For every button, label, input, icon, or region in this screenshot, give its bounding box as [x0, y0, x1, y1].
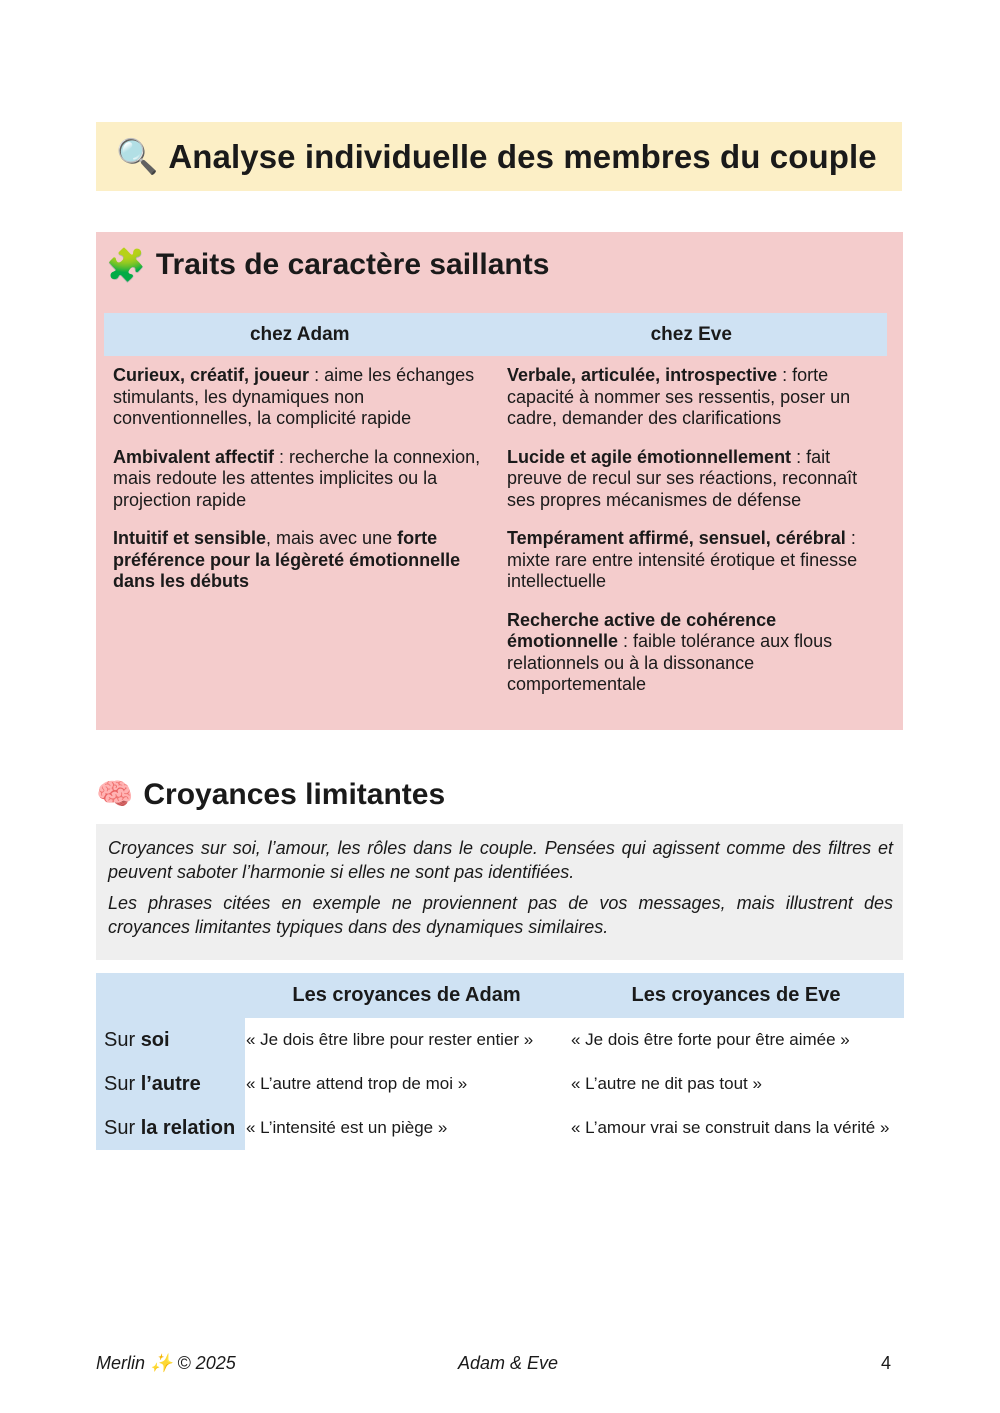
- page-title: Analyse individuelle des membres du couple: [168, 137, 877, 175]
- beliefs-table: [96, 973, 904, 1150]
- magnifier-icon: 🔍: [116, 137, 159, 176]
- eve-beliefs-header: Les croyances de Eve: [568, 973, 904, 1018]
- trait-item: Ambivalent affectif : recherche la connexion, mais redoute les attentes implicites ou la projection rapide: [113, 446, 481, 510]
- beliefs-title-row: [96, 778, 445, 812]
- adam-belief-cell: « L’autre attend trop de moi »: [246, 1074, 468, 1093]
- trait-item: Verbale, articulée, introspective : forte capacité à nommer ses ressentis, poser un cadre, demander des clarifications: [507, 365, 851, 428]
- row-label: Sur soi: [96, 1018, 245, 1062]
- trait-item: Lucide et agile émotionnellement : fait preuve de recul sur ses réactions, reconnaît ses propres mécanismes de défense: [507, 446, 858, 510]
- adam-traits-list: [113, 365, 493, 610]
- adam-belief-cell: « L’intensité est un piège »: [246, 1118, 448, 1137]
- traits-title: Traits de caractère saillants: [155, 248, 550, 281]
- table-row: [96, 1106, 904, 1150]
- eve-belief-cell: « Je dois être forte pour être aimée »: [571, 1030, 850, 1049]
- page-title-banner: [96, 122, 902, 191]
- brain-icon: 🧠: [96, 778, 134, 811]
- eve-belief-cell: « L’amour vrai se construit dans la vérité »: [571, 1118, 890, 1137]
- row-label: Sur la relation: [96, 1106, 245, 1150]
- traits-column-headers: [104, 313, 887, 356]
- adam-column-header: chez Adam: [249, 323, 350, 345]
- trait-item: Intuitif et sensible, mais avec une forte préférence pour la légèreté émotionnelle dans les débuts: [113, 528, 461, 591]
- puzzle-icon: 🧩: [106, 247, 146, 283]
- table-row: [96, 1018, 904, 1062]
- eve-traits-list: [507, 365, 877, 713]
- table-row: [96, 1062, 904, 1106]
- row-label: Sur l’autre: [96, 1062, 245, 1106]
- footer-author: Merlin ✨ © 2025: [96, 1353, 236, 1373]
- beliefs-title: Croyances limitantes: [143, 778, 446, 811]
- trait-item: Tempérament affirmé, sensuel, cérébral : mixte rare entre intensité érotique et finesse intellectuelle: [507, 528, 858, 591]
- trait-item: Curieux, créatif, joueur : aime les échanges stimulants, les dynamiques non conventionnelles, la complicité rapide: [113, 365, 475, 428]
- footer-title: Adam & Eve: [458, 1353, 559, 1373]
- traits-title-row: [106, 248, 549, 282]
- traits-section: [96, 232, 903, 730]
- beliefs-note-paragraph: Les phrases citées en exemple ne proviennent pas de vos messages, mais illustrent des croyances limitantes typiques dans des dynamiques similaires.: [108, 893, 893, 937]
- beliefs-table-header: [96, 973, 904, 1018]
- table-corner: [96, 973, 245, 1018]
- adam-beliefs-header: Les croyances de Adam: [245, 973, 568, 1018]
- eve-belief-cell: « L’autre ne dit pas tout »: [571, 1074, 762, 1093]
- page-number: 4: [880, 1353, 891, 1373]
- trait-item: Recherche active de cohérence émotionnelle : faible tolérance aux flous relationnels ou à la dissonance comportementale: [507, 609, 833, 694]
- beliefs-note: [96, 824, 903, 960]
- eve-column-header: chez Eve: [650, 323, 732, 345]
- adam-belief-cell: « Je dois être libre pour rester entier »: [246, 1030, 534, 1049]
- beliefs-note-paragraph: Croyances sur soi, l’amour, les rôles dans le couple. Pensées qui agissent comme des filtres et peuvent saboter l’harmonie si elles ne sont pas identifiées.: [108, 838, 893, 882]
